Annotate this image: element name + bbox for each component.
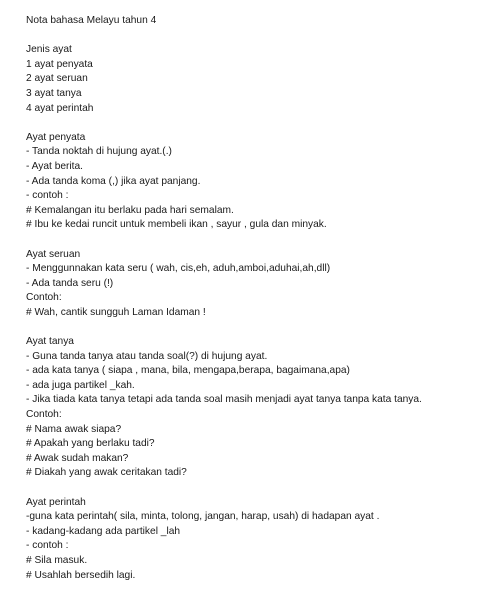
spacer	[26, 116, 476, 131]
example-line: # Diakah yang awak ceritakan tadi?	[26, 467, 187, 479]
example-line: # Ibu ke kedai runcit untuk membeli ikan , sayur , gula dan minyak.	[26, 219, 327, 231]
text-line: - Ada tanda seru (!)	[26, 277, 114, 289]
example-line: # Nama awak siapa?	[26, 423, 122, 435]
text-line: - Menggunnakan kata seru ( wah, cis,eh, aduh,amboi,aduhai,ah,dll)	[26, 263, 331, 275]
text-line: - Jika tiada kata tanya tetapi ada tanda soal masih menjadi ayat tanya tanpa kata tanya.	[26, 394, 422, 406]
spacer	[26, 29, 476, 44]
text-line: Contoh:	[26, 292, 62, 304]
text-line: - ada juga partikel _kah.	[26, 379, 135, 391]
section-heading: Ayat penyata	[26, 131, 86, 143]
section-ayat-penyata	[26, 131, 476, 233]
section-heading: Jenis ayat	[26, 44, 72, 56]
example-line: # Awak sudah makan?	[26, 452, 129, 464]
text-line: - Guna tanda tanya atau tanda soal(?) di hujung ayat.	[26, 350, 268, 362]
text-line: - Tanda noktah di hujung ayat.(.)	[26, 146, 172, 158]
section-heading: Ayat perintah	[26, 496, 86, 508]
list-item: 3 ayat tanya	[26, 87, 82, 99]
list-item: 1 ayat penyata	[26, 58, 93, 70]
list-item: 4 ayat perintah	[26, 102, 94, 114]
spacer	[26, 320, 476, 335]
section-heading: Ayat seruan	[26, 248, 81, 260]
text-line: - ada kata tanya ( siapa , mana, bila, mengapa,berapa, bagaimana,apa)	[26, 365, 350, 377]
list-item: 2 ayat seruan	[26, 73, 88, 85]
example-line: # Sila masuk.	[26, 554, 88, 566]
section-jenis-ayat	[26, 43, 476, 116]
text-line: - kadang-kadang ada partikel _lah	[26, 525, 181, 537]
document-title: Nota bahasa Melayu tahun 4	[26, 15, 157, 26]
text-line: - contoh :	[26, 190, 69, 202]
text-line: Contoh:	[26, 409, 62, 421]
text-line: - contoh :	[26, 540, 69, 552]
example-line: # Kemalangan itu berlaku pada hari semalam.	[26, 204, 234, 216]
example-line: # Usahlah bersedih lagi.	[26, 569, 136, 581]
section-heading: Ayat tanya	[26, 336, 74, 348]
text-line: - Ayat berita.	[26, 160, 84, 172]
example-line: # Wah, cantik sungguh Laman Idaman !	[26, 306, 206, 318]
text-line: -guna kata perintah( sila, minta, tolong, jangan, harap, usah) di hadapan ayat .	[26, 511, 380, 523]
spacer	[26, 233, 476, 248]
text-line: - Ada tanda koma (,) jika ayat panjang.	[26, 175, 201, 187]
section-ayat-seruan	[26, 248, 476, 321]
spacer	[26, 481, 476, 496]
section-ayat-tanya	[26, 335, 476, 481]
section-ayat-perintah	[26, 496, 476, 584]
example-line: # Apakah yang berlaku tadi?	[26, 438, 155, 450]
document-page	[26, 14, 476, 583]
